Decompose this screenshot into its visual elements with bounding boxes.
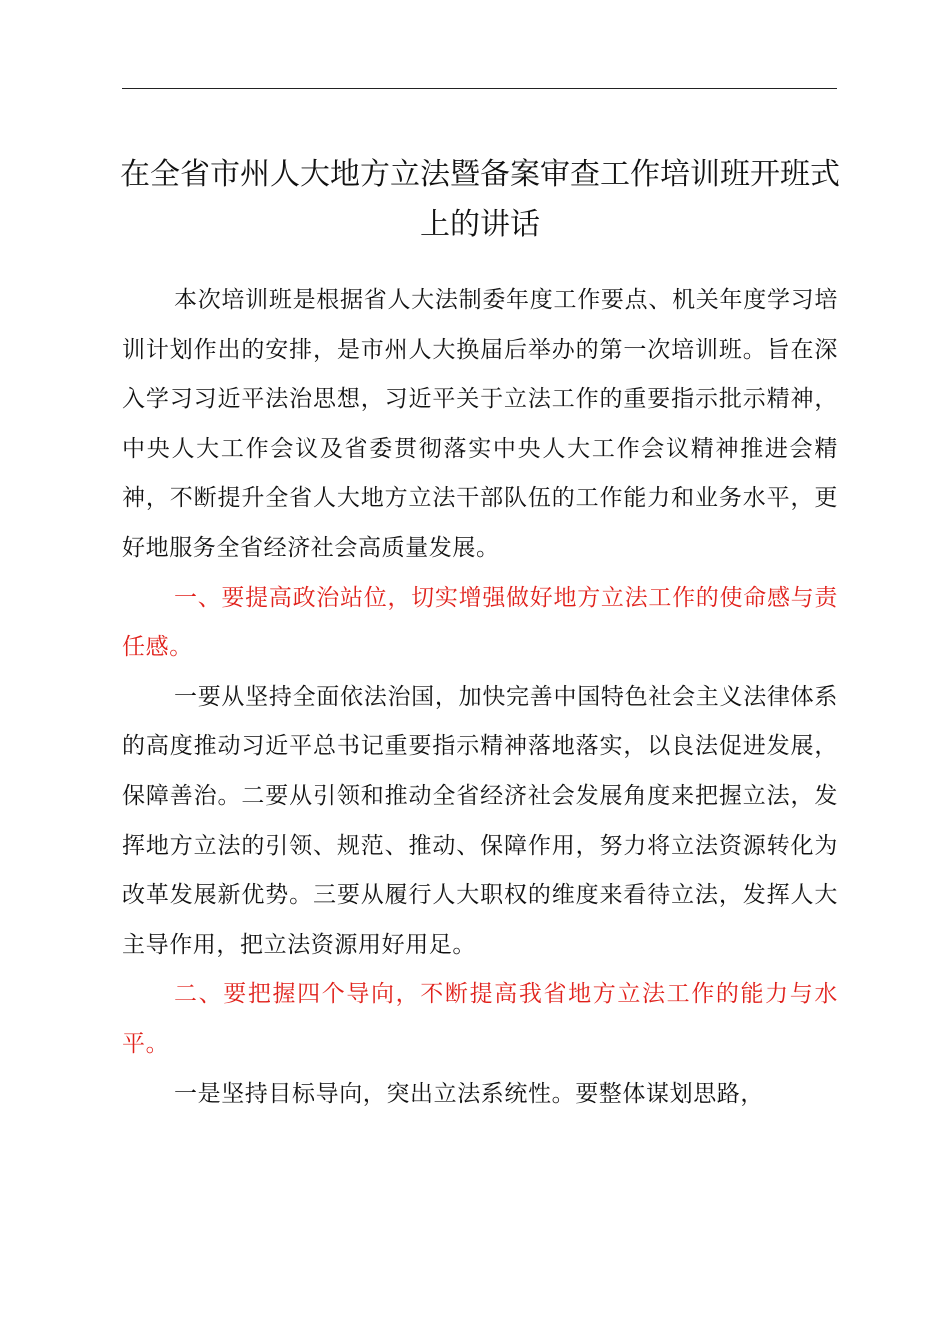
section-2-paragraph: 一是坚持目标导向，突出立法系统性。要整体谋划思路，: [174, 1080, 764, 1107]
document-title: 在全省市州人大地方立法暨备案审查工作培训班开班式上的讲话: [120, 157, 840, 242]
header-rule: [122, 88, 837, 89]
document-body: [122, 276, 838, 1119]
section-heading-1: 一、要提高政治站位，切实增强做好地方立法工作的使命感与责任感。: [122, 584, 838, 661]
section-heading-2: 二、要把握四个导向，不断提高我省地方立法工作的能力与水平。: [122, 981, 838, 1057]
section-1-paragraph: 一要从坚持全面依法治国，加快完善中国特色社会主义法律体系的高度推动习近平总书记重要指示精神落地落实，以良法促进发展，保障善治。二要从引领和推动全省经济社会发展角度来把握立法，发挥地方立法的引领、规范、推动、保障作用，努力将立法资源转化为改革发展新优势。三要从履行人大职权的维度来看待立法，发挥人大主导作用，把立法资源用好用足。: [122, 683, 838, 958]
intro-paragraph: 本次培训班是根据省人大法制委年度工作要点、机关年度学习培训计划作出的安排，是市州人大换届后举办的第一次培训班。旨在深入学习习近平法治思想，习近平关于立法工作的重要指示批示精神，中央人大工作会议及省委贯彻落实中央人大工作会议精神推进会精神，不断提升全省人大地方立法干部队伍的工作能力和业务水平，更好地服务全省经济社会高质量发展。: [122, 287, 838, 561]
